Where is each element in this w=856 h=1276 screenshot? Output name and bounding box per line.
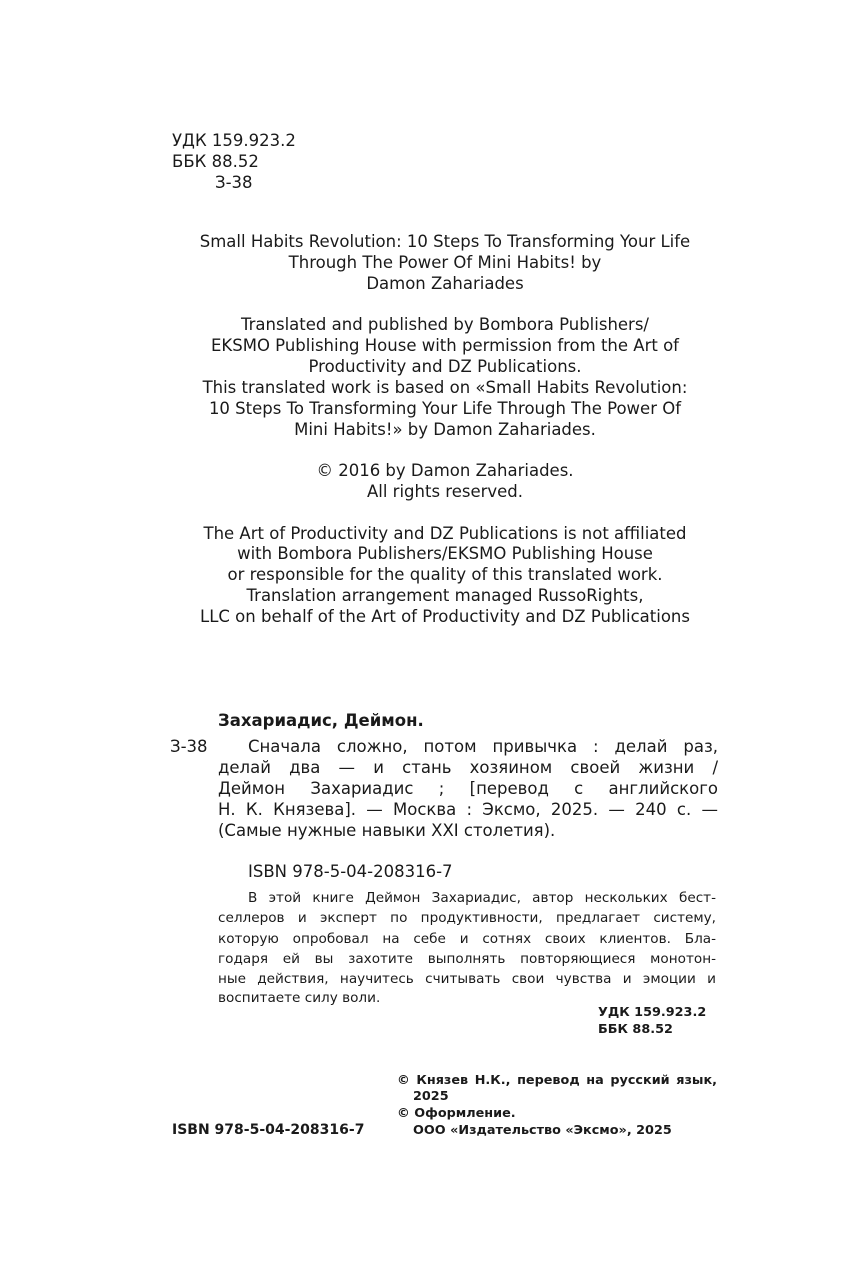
text-line: Сначала сложно, потом привычка : делай раз, xyxy=(248,737,718,756)
annotation-line: которую опробовал на себе и сотнях своих клиентов. Бла- xyxy=(218,931,716,947)
text-line: Productivity and DZ Publications. xyxy=(308,357,582,376)
text-line: Small Habits Revolution: 10 Steps To Transforming Your Life xyxy=(199,232,691,251)
author-mark: З-38 xyxy=(215,173,253,192)
udk-code: УДК 159.923.2 xyxy=(172,131,296,150)
copyright-line: © Оформление. xyxy=(397,1106,516,1121)
text-line: Translated and published by Bombora Publishers/ xyxy=(240,315,649,334)
card-mark: З-38 xyxy=(170,737,208,756)
copyright-line: © Князев Н.К., перевод на русский язык, xyxy=(397,1073,717,1088)
text-line: The Art of Productivity and DZ Publications is not affiliated xyxy=(203,524,687,543)
bbk-code: ББК 88.52 xyxy=(172,152,259,171)
text-line: (Самые нужные навыки XXI столетия). xyxy=(218,821,556,840)
text-line: or responsible for the quality of this translated work. xyxy=(227,565,663,584)
annotation-line: В этой книге Деймон Захариадис, автор нескольких бест- xyxy=(248,890,716,906)
annotation-line: годаря ей вы захотите выполнять повторяющиеся монотон- xyxy=(218,951,716,967)
text-line: EKSMO Publishing House with permission from the Art of xyxy=(211,336,679,355)
text-line: Деймон Захариадис ; [перевод с английского xyxy=(218,779,718,798)
annotation-line: воспитаете силу воли. xyxy=(218,990,381,1006)
text-line: делай два — и стань хозяином своей жизни / xyxy=(218,758,718,777)
card-isbn: ISBN 978-5-04-208316-7 xyxy=(248,862,453,881)
text-line: © 2016 by Damon Zahariades. xyxy=(316,461,574,480)
card-author: Захариадис, Деймон. xyxy=(218,711,424,730)
text-line: Damon Zahariades xyxy=(366,274,524,293)
text-line: All rights reserved. xyxy=(366,482,524,501)
annotation-line: ные действия, научитесь считывать свои чувства и эмоции и xyxy=(218,971,716,987)
text-line: LLC on behalf of the Art of Productivity and DZ Publications xyxy=(200,607,690,626)
card-bbk: ББК 88.52 xyxy=(598,1022,673,1037)
text-line: Translation arrangement managed RussoRights, xyxy=(246,586,644,605)
annotation-line: селлеров и эксперт по продуктивности, предлагает систему, xyxy=(218,910,716,926)
text-line: Through The Power Of Mini Habits! by xyxy=(288,253,602,272)
card-udk: УДК 159.923.2 xyxy=(598,1005,707,1020)
text-line: 10 Steps To Transforming Your Life Through The Power Of xyxy=(208,399,682,418)
copyright-line: ООО «Издательство «Эксмо», 2025 xyxy=(413,1123,672,1138)
copyright-line: 2025 xyxy=(413,1089,449,1104)
text-line: with Bombora Publishers/EKSMO Publishing House xyxy=(237,544,653,563)
text-line: Mini Habits!» by Damon Zahariades. xyxy=(294,420,596,439)
text-line: Н. К. Князева]. — Москва : Эксмо, 2025. — 240 с. — xyxy=(218,800,718,819)
footer-isbn: ISBN 978-5-04-208316-7 xyxy=(172,1122,365,1138)
text-line: This translated work is based on «Small Habits Revolution: xyxy=(202,378,688,397)
